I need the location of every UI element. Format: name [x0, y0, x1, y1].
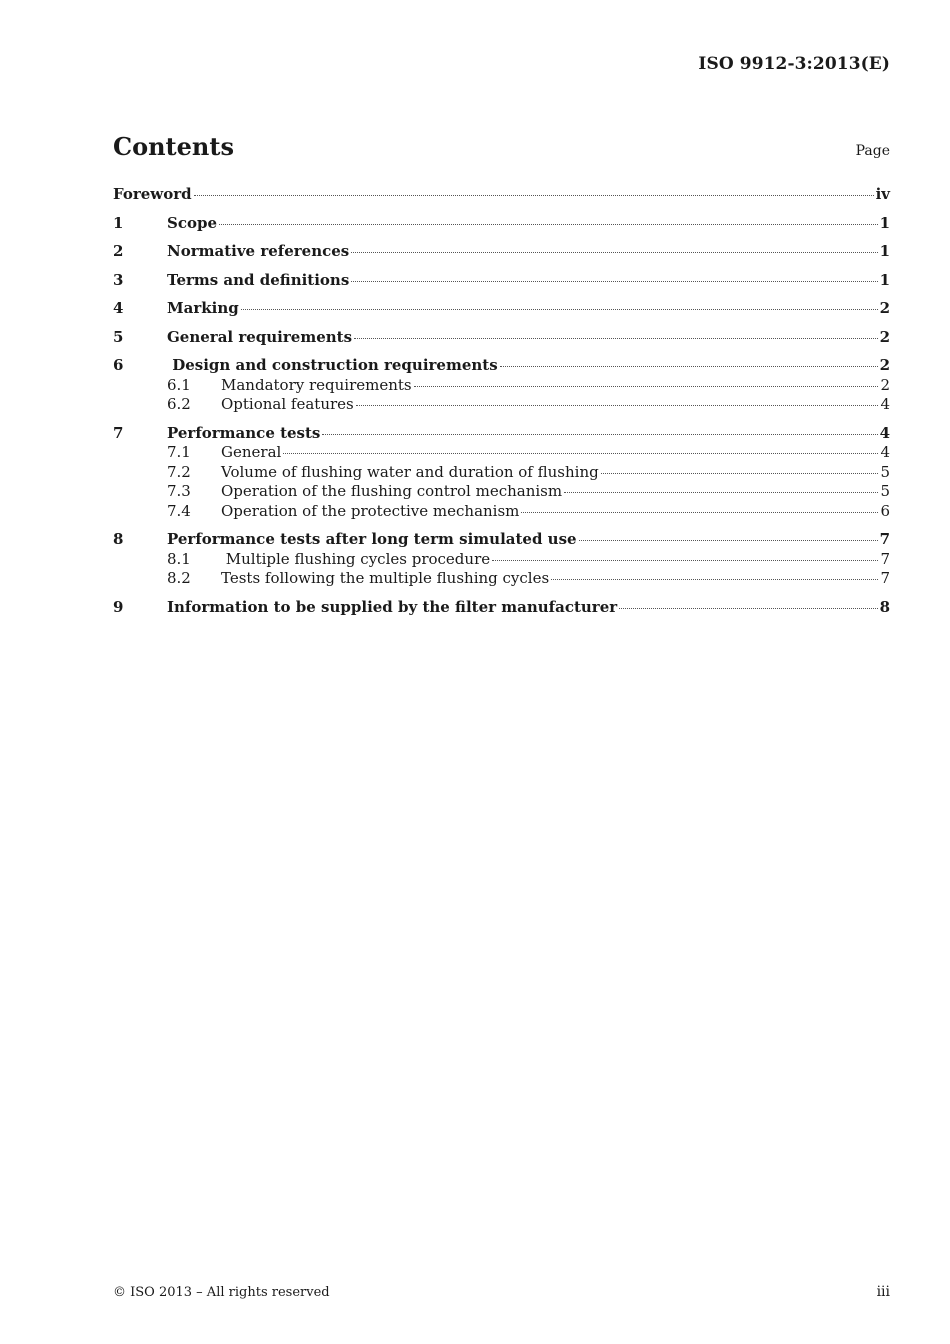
toc-entry-title[interactable]: Scope — [167, 213, 218, 232]
toc-subclause-entry[interactable] — [113, 550, 890, 570]
toc-entry-page[interactable]: 1 — [879, 242, 890, 260]
toc-clause-entry[interactable] — [113, 242, 890, 262]
toc-entry-title[interactable]: Optional features — [221, 395, 354, 413]
toc-entry-title[interactable]: Design and construction requirements — [167, 356, 498, 374]
toc-entry-number: 6.2 — [167, 395, 191, 413]
toc-dot-leader — [322, 434, 877, 435]
toc-dot-leader — [579, 540, 878, 541]
toc-dot-leader — [551, 579, 878, 580]
toc-clause-entry[interactable] — [113, 328, 890, 348]
toc-entry-page[interactable]: 2 — [880, 375, 890, 394]
toc-entry-number: 6.1 — [167, 375, 191, 394]
table-of-contents — [113, 185, 890, 617]
toc-entry-number: 7.4 — [167, 501, 191, 520]
toc-entry-page[interactable]: 1 — [879, 213, 890, 232]
toc-dot-leader — [492, 560, 878, 561]
toc-clause-entry[interactable] — [113, 185, 890, 205]
toc-dot-leader — [564, 492, 878, 493]
footer-page-number: iii — [876, 1284, 890, 1300]
toc-subclause-entry[interactable] — [113, 463, 890, 483]
toc-clause-entry[interactable] — [113, 271, 890, 291]
toc-dot-leader — [601, 473, 879, 474]
toc-clause-entry[interactable] — [113, 299, 890, 319]
toc-dot-leader — [356, 405, 879, 406]
toc-entry-number: 8.2 — [167, 569, 191, 587]
toc-entry-page[interactable]: 2 — [879, 327, 890, 346]
toc-dot-leader — [283, 453, 878, 454]
toc-subclause-entry[interactable] — [113, 569, 890, 589]
toc-entry-title[interactable]: Foreword — [113, 185, 192, 203]
toc-entry-page[interactable]: 5 — [880, 482, 890, 500]
toc-entry-page[interactable]: 1 — [879, 270, 890, 289]
toc-entry-number: 8.1 — [167, 549, 191, 568]
toc-entry-title[interactable]: Volume of flushing water and duration of flushing — [221, 462, 599, 481]
toc-entry-number: 7.1 — [167, 443, 191, 461]
toc-subclause-entry[interactable] — [113, 443, 890, 463]
toc-subclause-entry[interactable] — [113, 482, 890, 502]
footer-copyright: © ISO 2013 – All rights reserved — [113, 1285, 330, 1300]
toc-entry-title[interactable]: Normative references — [167, 242, 350, 260]
toc-entry-number: 1 — [113, 213, 124, 232]
toc-entry-page[interactable]: 8 — [879, 597, 890, 616]
toc-entry-page[interactable]: 4 — [879, 423, 890, 442]
page-column-label: Page — [855, 143, 890, 159]
toc-clause-entry[interactable] — [113, 530, 890, 550]
toc-dot-leader — [241, 309, 878, 310]
toc-entry-number: 7 — [113, 423, 124, 442]
toc-entry-title[interactable]: Operation of the flushing control mechanism — [221, 482, 563, 500]
toc-entry-page[interactable]: 7 — [880, 569, 890, 587]
toc-subclause-entry[interactable] — [113, 376, 890, 396]
toc-entry-number: 9 — [113, 597, 124, 616]
toc-dot-leader — [194, 195, 874, 196]
toc-entry-title[interactable]: Performance tests after long term simulated use — [167, 530, 577, 548]
toc-entry-number: 8 — [113, 530, 124, 548]
toc-entry-page[interactable]: iv — [875, 185, 890, 203]
toc-entry-number: 5 — [113, 327, 124, 346]
toc-entry-title[interactable]: General requirements — [167, 327, 353, 346]
toc-entry-page[interactable]: 7 — [879, 530, 890, 548]
toc-entry-page[interactable]: 4 — [880, 443, 890, 461]
toc-dot-leader — [354, 338, 878, 339]
toc-entry-title[interactable]: Operation of the protective mechanism — [221, 501, 520, 520]
toc-entry-page[interactable]: 2 — [879, 356, 890, 374]
toc-dot-leader — [521, 512, 878, 513]
toc-dot-leader — [414, 386, 879, 387]
toc-dot-leader — [619, 608, 877, 609]
toc-subclause-entry[interactable] — [113, 502, 890, 522]
toc-dot-leader — [219, 224, 878, 225]
toc-entry-title[interactable]: Terms and definitions — [167, 270, 350, 289]
toc-entry-page[interactable]: 7 — [880, 549, 890, 568]
toc-entry-page[interactable]: 4 — [880, 395, 890, 413]
contents-heading: Contents — [113, 132, 234, 161]
toc-entry-number: 2 — [113, 242, 124, 260]
toc-entry-page[interactable]: 6 — [880, 501, 890, 520]
toc-entry-page[interactable]: 5 — [880, 462, 890, 481]
toc-entry-title[interactable]: Mandatory requirements — [221, 375, 412, 394]
toc-entry-title[interactable]: Multiple flushing cycles procedure — [221, 549, 491, 568]
toc-dot-leader — [351, 252, 877, 253]
document-id: ISO 9912-3:2013(E) — [698, 54, 890, 74]
toc-entry-number: 7.3 — [167, 482, 191, 500]
toc-entry-title[interactable]: General — [221, 443, 282, 461]
toc-entry-number: 7.2 — [167, 462, 191, 481]
toc-entry-title[interactable]: Performance tests — [167, 423, 321, 442]
toc-dot-leader — [351, 281, 877, 282]
toc-entry-number: 4 — [113, 299, 124, 317]
toc-entry-number: 6 — [113, 356, 124, 374]
toc-entry-title[interactable]: Tests following the multiple flushing cycles — [221, 569, 550, 587]
toc-clause-entry[interactable] — [113, 356, 890, 376]
toc-entry-title[interactable]: Marking — [167, 299, 239, 317]
toc-subclause-entry[interactable] — [113, 395, 890, 415]
toc-clause-entry[interactable] — [113, 598, 890, 618]
toc-entry-page[interactable]: 2 — [879, 299, 890, 317]
toc-dot-leader — [500, 366, 878, 367]
toc-entry-number: 3 — [113, 270, 124, 289]
toc-clause-entry[interactable] — [113, 214, 890, 234]
toc-entry-title[interactable]: Information to be supplied by the filter manufacturer — [167, 597, 618, 616]
toc-clause-entry[interactable] — [113, 424, 890, 444]
